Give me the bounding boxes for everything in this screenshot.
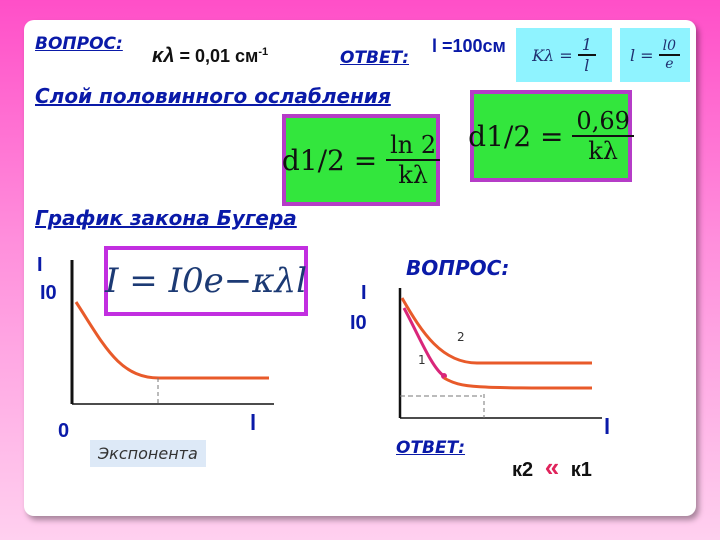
answer2-label: ОТВЕТ:: [396, 438, 466, 458]
kappa-given: κλ = 0,01 $см^{-1}$: [152, 45, 269, 67]
formula-half-layer-069: d1/2 = $\frac{0,69}{k\lambda}$: [470, 90, 632, 182]
graph1-y0-label: I0: [40, 282, 57, 304]
question-label: ВОПРОС:: [35, 34, 123, 54]
graph2-curve1-label: 1: [418, 353, 426, 367]
answer-value: l =100см: [432, 36, 506, 56]
graph1-y-label: I: [37, 254, 43, 276]
graph2-y-label: I: [361, 282, 367, 304]
formula-kappa-def: Kλ = $\frac{1}{l}$: [516, 28, 612, 82]
graph2-curve-1-tail: [444, 378, 592, 388]
graph1-caption: Экспонента: [90, 440, 206, 467]
formula-half-layer-ln2: d1/2 = $\frac{\ln 2}{k\lambda}$: [282, 114, 440, 206]
graph2-curve-2: [402, 298, 592, 363]
slide: [24, 20, 696, 516]
graph1-x-label: l: [250, 410, 257, 435]
heading-bouguer: График закона Бугера: [35, 206, 297, 230]
graph2-x-label: l: [604, 414, 611, 439]
question2-label: ВОПРОС:: [406, 256, 510, 280]
formula-l-def: l = $\frac{l0}{e}$: [620, 28, 690, 82]
bouguer-formula: I = I0e−κλl: [104, 246, 308, 316]
answer-label: ОТВЕТ:: [340, 48, 410, 68]
graph1-origin-label: 0: [58, 420, 70, 442]
graph2-y0-label: I0: [350, 312, 367, 334]
heading-half-layer: Слой половинного ослабления: [35, 84, 391, 108]
graph2-curve2-label: 2: [457, 330, 465, 344]
answer2-text: к2 « к1: [512, 452, 592, 482]
